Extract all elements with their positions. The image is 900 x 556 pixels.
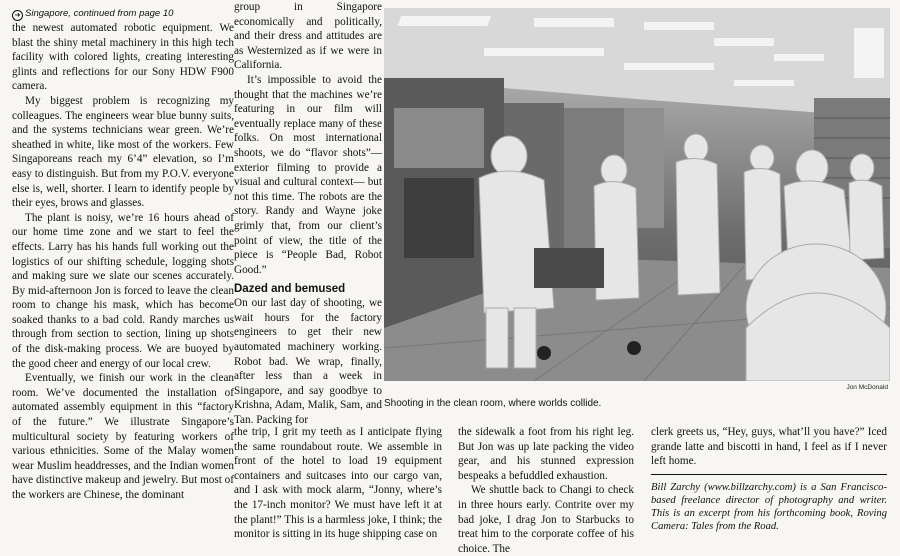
bio-divider	[651, 474, 887, 475]
continued-label: Singapore, continued from page 10	[25, 8, 174, 19]
article-column-4	[458, 425, 634, 556]
paragraph: The plant is noisy, we’re 16 hours ahead of our home time zone and we start to feel the effects. Larry has his hands full working out the logistics of our shifting schedule, logging shots and making sure we slate our scenes accurately. By mid-afternoon Jon is forced to leave the clean room to change his mask, which has become soaked thanks to a bad cold. Randy marches us through from section to section, lining up shots of the disk-making process. We are buoyed by the good cheer and energy of our local crew.	[12, 211, 234, 370]
arrow-circle-icon: ➜	[12, 10, 23, 21]
paragraph: the sidewalk a foot from his right leg. But Jon was up late packing the video gear, and his stunned expression bespeaks a befuddled exhaustion.	[458, 426, 634, 482]
paragraph: the trip, I grit my teeth as I anticipate flying the same roundabout route. We assemble in front of the hotel to load 19 equipment containers and suitcases into our cargo van, and I ask with mock alarm, “Jonny, where’s the 17-inch monitor? We must have left it at the plant!” This is a harmless joke, I think; the monitor is sitting in its huge shipping case on	[234, 426, 442, 541]
paragraph: clerk greets us, “Hey, guys, what’ll you have?” Iced grande latte and biscotti in hand, I feel as if I never left home.	[651, 426, 887, 468]
photo-credit: Jon McDonald	[846, 384, 888, 391]
paragraph: group in Singapore economically and politically, and their dress and attitudes are as Westernized as if we were in California.	[234, 1, 382, 72]
paragraph: the newest automated robotic equipment. We blast the shiny metal machinery in this high tech facility with colored lights, creating interesting glints and reflections for our Sony HDW F900 camera.	[12, 22, 234, 93]
article-column-1	[12, 8, 234, 503]
author-bio: Bill Zarchy (www.billzarchy.com) is a San Francisco-based freelance director of photography and writer. This is an excerpt from his forthcoming book, Roving Camera: Tales from the Road.	[651, 481, 887, 532]
clean-room-photo	[384, 8, 890, 381]
paragraph: My biggest problem is recognizing my colleagues. The engineers wear blue bunny suits, and the systems technicians wear green. We’re sheathed in white, like most of the workers. Few Singaporeans reach my 6’4” elevation, so I’m easy to distinguish. But from my P.O.V. everyone else is, well, shorter. I learn to identify people by their eyes, brows and glasses.	[12, 94, 234, 210]
article-column-2	[234, 0, 382, 428]
photo-caption: Shooting in the clean room, where worlds collide.	[384, 398, 602, 409]
paragraph: Eventually, we finish our work in the clean room. We’ve documented the installation of automated assembly equipment in this “factory of the future.” We illustrate Singapore’s multicultural society by featuring workers of various ethnicities. Some of the Malay women wear Muslim headdresses, and the Indian women have distinctive makeup and jewelry. But most of the workers are Chinese, the dominant	[12, 372, 234, 501]
clean-room-illustration	[384, 8, 890, 381]
subhead: Dazed and bemused	[234, 283, 346, 296]
article-column-5	[651, 425, 887, 533]
article-column-3	[234, 425, 442, 542]
paragraph: On our last day of shooting, we wait hours for the factory engineers to get their new automated machinery working. Robot bad. We wrap, finally, after less than a week in Singapore, and say goodbye to Krishna, Adam, Malik, Sam, and Tan. Packing for	[234, 297, 382, 427]
paragraph: We shuttle back to Changi to check in three hours early. Contrite over my bad joke, I drag Jon to Starbucks to treat him to the corporate coffee of his choice. The	[458, 484, 634, 555]
continued-line	[12, 8, 234, 21]
paragraph: It’s impossible to avoid the thought that the machines we’re featuring in our film will eventually replace many of these folks. On most international shoots, we do “flavor shots”— exterior filming to provide a visual and cultural context— but not this time. The robots are the story. Randy and Wayne joke grimly that, from our client’s point of view, the title of the piece is “People Bad, Robot Good.”	[234, 73, 382, 276]
